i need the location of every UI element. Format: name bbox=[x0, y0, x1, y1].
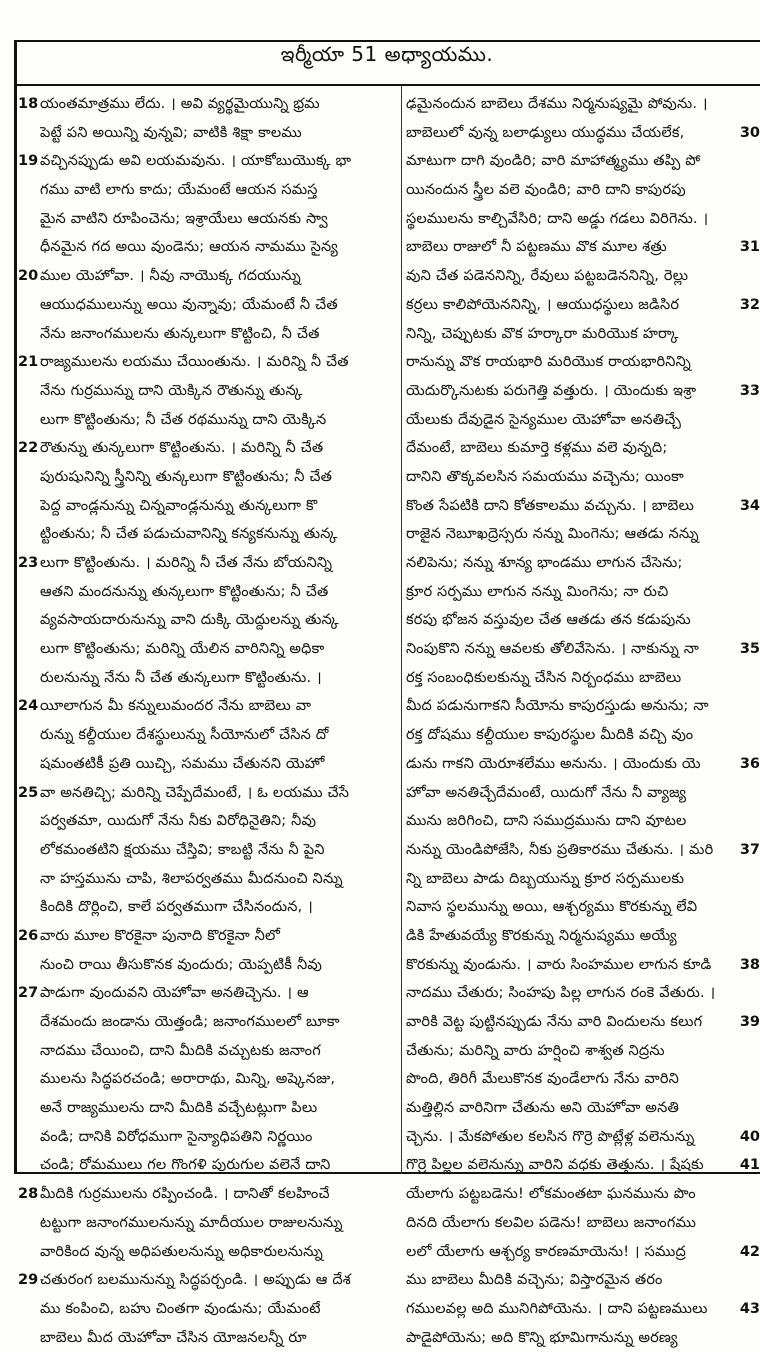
verse-text: ముల యెహోవా. । నీవు నాయొక్క గదయున్ను bbox=[40, 268, 301, 285]
verse-number: 20 bbox=[18, 268, 39, 285]
text-line bbox=[18, 147, 398, 176]
verse-text: డును గాకని యెరూశలేము అనును. । యెందుకు యె bbox=[406, 755, 701, 772]
verse-text: నేను జనాంగములను తున్కలుగా కొట్టించి, నీ చేత bbox=[40, 325, 320, 342]
text-line bbox=[18, 205, 398, 234]
verse-text: ఆతని మందనున్ను తున్కలుగా కొట్టింతును; నీ చేత bbox=[40, 583, 329, 600]
margin-verse-number: 43 bbox=[739, 1300, 760, 1317]
verse-text: అనే రాజ్యములను దాని మీదికి వచ్చేటట్లుగా పిలు bbox=[40, 1100, 318, 1117]
text-line bbox=[406, 721, 760, 750]
text-line bbox=[406, 434, 760, 463]
text-line bbox=[406, 90, 760, 119]
margin-verse-number: 40 bbox=[739, 1128, 760, 1145]
text-line bbox=[18, 463, 398, 492]
verse-text: వారికింద వున్న అధిపతులనున్ను అధికారులనున్ను bbox=[40, 1243, 323, 1260]
text-line bbox=[406, 1238, 760, 1267]
verse-text: దేమంటే, బాబెలు కుమార్తె కళ్లము వలె వున్నది; bbox=[406, 440, 668, 457]
text-line bbox=[406, 377, 760, 406]
text-line bbox=[18, 664, 398, 693]
verse-text: దేశమందు జండాను యెత్తండి; జనాంగములలో బూకా bbox=[40, 1014, 340, 1030]
verse-text: పాడైపోయెను; అది కొన్ని భూమిగానున్ను అరణ్య bbox=[406, 1329, 678, 1346]
text-line bbox=[18, 721, 398, 750]
verse-text: దినది యేలాగు కలవిల పడెను! బాబెలు జనాంగము bbox=[406, 1214, 697, 1231]
verse-text: మును జరిగించి, దాని సముద్రమును దాని వూటల bbox=[406, 813, 687, 830]
text-line bbox=[406, 1209, 760, 1238]
verse-text: నివాస స్థలమున్ను అయి, ఆశ్చర్యము కొరకున్ను లేవి bbox=[406, 899, 698, 916]
text-line bbox=[18, 1266, 398, 1295]
margin-verse-number: 33 bbox=[739, 382, 760, 399]
verse-text: పురుషునిన్ని స్త్రీనిన్ని తున్కలుగా కొట్టింతును; నీ చేత bbox=[40, 468, 333, 485]
text-line bbox=[406, 1008, 760, 1037]
verse-text: బాబెలులో వున్న బలాఢ్యులు యుద్ధము చేయలేక, bbox=[406, 124, 685, 141]
verse-text: నాదము చేయించి, దాని మీదికి వచ్చుటకు జనాంగ bbox=[40, 1042, 321, 1059]
verse-text: లుగా కొట్టింతును. । మరిన్ని నీ చేత నేను బోయనిన్ని bbox=[40, 555, 333, 571]
text-line bbox=[406, 119, 760, 148]
verse-text: స్థలములను కాల్చివేసిరి; దాని అడ్డు గడలు విరిగెను. । bbox=[406, 210, 709, 227]
verse-number: 24 bbox=[18, 698, 39, 715]
verse-text: రానున్ను వొక రాయభారి మరియొక రాయభారినిన్ని bbox=[406, 354, 691, 371]
page-heading: ఇర్మీయా 51 అధ్యాయము. bbox=[280, 42, 494, 66]
text-line bbox=[18, 836, 398, 865]
verse-text: బాబెలు రాజులో నీ పట్టణము వొక మూల శత్రు bbox=[406, 239, 667, 256]
text-line bbox=[406, 664, 760, 693]
verse-text: యెదుర్కొనుటకు పరుగెత్తి వత్తురు. । యెందుకు ఇశ్రా bbox=[406, 382, 697, 399]
text-line bbox=[406, 865, 760, 894]
text-line bbox=[406, 205, 760, 234]
verse-text: ధీనమైన గద అయి వుండెను; ఆయన నామము సైన్య bbox=[40, 239, 338, 256]
verse-text: కర్రలు కాలిపోయెననిన్ని, । ఆయుధస్థులు జడిసిర bbox=[406, 296, 680, 313]
verse-text: వ్యవసాయదారునున్ను వాని దుక్కి యెద్దులన్ను తున్క bbox=[40, 612, 339, 629]
text-line bbox=[18, 1180, 398, 1209]
text-line bbox=[18, 291, 398, 320]
verse-number: 26 bbox=[18, 927, 39, 944]
text-line bbox=[406, 951, 760, 980]
verse-text: ట్టింతును; నీ చేత పడుచువానిన్ని కన్యకనున్ను తున్క bbox=[40, 526, 338, 543]
text-line bbox=[18, 406, 398, 435]
verse-text: గొర్రె పిల్లల వలెనున్ను వారిని వధకు తెత్తును. । షేషకు bbox=[406, 1157, 704, 1174]
verse-text: వా అనతిచ్చి; మరిన్ని చెప్పేదేమంటే, । ఓ లయము చేసే bbox=[40, 784, 350, 801]
text-line bbox=[406, 779, 760, 808]
text-line bbox=[18, 578, 398, 607]
verse-text: మీద పడునుగాకని సీయోను కాపురస్తుడు అనును; నా bbox=[406, 698, 709, 715]
text-line bbox=[406, 1295, 760, 1324]
text-line bbox=[406, 492, 760, 521]
verse-text: దానిని తొక్కవలసిన సమయము వచ్చెను; యింకా bbox=[406, 468, 684, 485]
text-line bbox=[406, 1266, 760, 1295]
text-line bbox=[18, 979, 398, 1008]
text-line bbox=[18, 233, 398, 262]
text-line bbox=[406, 1180, 760, 1209]
verse-number: 29 bbox=[18, 1272, 39, 1289]
text-line bbox=[18, 865, 398, 894]
text-line bbox=[18, 893, 398, 922]
text-line bbox=[18, 922, 398, 951]
verse-text: యీలాగున మీ కన్నులుమందర నేను బాబెలు వా bbox=[40, 698, 312, 715]
text-line bbox=[18, 348, 398, 377]
text-line bbox=[18, 520, 398, 549]
margin-verse-number: 34 bbox=[739, 497, 760, 514]
text-line bbox=[18, 1238, 398, 1267]
verse-text: బాబెలు మీద యెహోవా చేసిన యోజనలన్నీ రూ bbox=[40, 1329, 307, 1346]
verse-number: 22 bbox=[18, 440, 39, 457]
text-line bbox=[18, 377, 398, 406]
verse-text: గము వాటి లాగు కాదు; యేమంటే ఆయన సమస్త bbox=[40, 182, 318, 199]
text-line bbox=[18, 750, 398, 779]
text-line bbox=[406, 147, 760, 176]
verse-text: షమంతటికీ ప్రతి యిచ్చి, సమము చేతునని యెహో bbox=[40, 755, 325, 772]
verse-number: 27 bbox=[18, 985, 39, 1002]
verse-number: 28 bbox=[18, 1186, 39, 1203]
text-line bbox=[406, 463, 760, 492]
text-line bbox=[406, 578, 760, 607]
text-line bbox=[18, 606, 398, 635]
text-line bbox=[18, 1037, 398, 1066]
text-line bbox=[406, 1065, 760, 1094]
text-line bbox=[18, 1008, 398, 1037]
text-line bbox=[406, 979, 760, 1008]
verse-text: పెట్టే పని అయిన్ని వున్నవి; వాటికి శిక్షా కాలము bbox=[40, 124, 302, 141]
verse-text: వచ్చినప్పుడు అవి లయమవును. । యాకోబుయొక్క భా bbox=[40, 153, 352, 170]
verse-text: లలో యేలాగు ఆశ్చర్య కారణమాయెను! । సముద్ర bbox=[406, 1243, 686, 1260]
text-line bbox=[18, 1123, 398, 1152]
verse-text: నేను గుర్రమున్ను దాని యెక్కిన రౌతున్ను తున్క bbox=[40, 382, 303, 399]
verse-text: న్ని బాబెలు పాడు దిబ్బయున్ను క్రూర సర్పములకు bbox=[406, 870, 685, 887]
verse-text: చతురంగ బలమునున్ను సిద్ధపర్చండి. । అప్పుడు ఆ దేశ bbox=[40, 1272, 351, 1289]
verse-text: కొరకున్ను వుండును. । వారు సింహముల లాగున కూడి bbox=[406, 956, 712, 973]
verse-text: పాడుగా వుందువని యెహోవా అనతిచ్చెను. । ఆ bbox=[40, 985, 309, 1002]
margin-verse-number: 32 bbox=[739, 296, 760, 313]
verse-text: మాటుగా దాగి వుండిరి; వారి మాహాత్మ్యము తప్పి పో bbox=[406, 153, 701, 170]
verse-text: నున్ను యెండిపోజేసి, నీకు ప్రతికారము చేతును. । మరి bbox=[406, 841, 714, 858]
verse-text: కరపు భోజన వస్తువుల చేత ఆతడు తన కడుపును bbox=[406, 612, 691, 629]
margin-verse-number: 30 bbox=[739, 124, 760, 141]
left-column bbox=[18, 90, 398, 1352]
text-line bbox=[406, 836, 760, 865]
verse-text: పొంది, తిరిగీ మేలుకొనక వుండేలాగు నేను వారిని bbox=[406, 1071, 680, 1088]
text-line bbox=[18, 1151, 398, 1180]
verse-number: 23 bbox=[18, 555, 39, 571]
verse-text: టట్టుగా జనాంగములనున్ను మాదీయుల రాజులనున్ను bbox=[40, 1214, 343, 1231]
verse-text: రక్త దోషము కల్దీయుల కాపురస్థుల మీదికి వచ్చి వుం bbox=[406, 727, 694, 744]
verse-text: వారు మూల కొరకైనా పునాది కొరకైనా నీలో bbox=[40, 927, 281, 944]
margin-verse-number: 42 bbox=[739, 1243, 760, 1260]
text-line bbox=[406, 807, 760, 836]
verse-text: మైన వాటిని రూపించెను; ఇశ్రాయేలు ఆయనకు స్వా bbox=[40, 210, 328, 227]
text-line bbox=[18, 951, 398, 980]
text-line bbox=[18, 692, 398, 721]
margin-verse-number: 36 bbox=[739, 755, 760, 772]
verse-text: మీదికి గుర్రములను రప్పించండి. । దానితో కలహించే bbox=[40, 1186, 330, 1203]
verse-text: రౌతున్ను తున్కలుగా కొట్టింతును. । మరిన్ని నీ చేత bbox=[40, 440, 324, 457]
text-line bbox=[406, 520, 760, 549]
text-line bbox=[18, 635, 398, 664]
text-line bbox=[18, 1324, 398, 1352]
verse-text: లోకమంతటిని క్షయము చేస్తివి; కాబట్టి నేను నీ పైని bbox=[40, 841, 325, 858]
margin-verse-number: 41 bbox=[739, 1157, 760, 1174]
verse-text: డికి హేతువయ్యే కొరకున్ను నిర్మనుష్యము అయ్యే bbox=[406, 927, 677, 944]
verse-text: ఆయుధములున్ను అయి వున్నావు; యేమంటే నీ చేత bbox=[40, 296, 338, 313]
verse-text: చండి; రోమములు గల గొంగళి పురుగుల వలెనే దాని bbox=[40, 1157, 331, 1174]
text-line bbox=[18, 1295, 398, 1324]
verse-text: లుగా కొట్టింతును; మరిన్ని యేలిన వారినిన్ని అధికా bbox=[40, 641, 325, 658]
verse-text: నింపుకొని నన్ను ఆవలకు తోలివేసెను. । నాకున్ను నా bbox=[406, 641, 700, 658]
text-line bbox=[406, 1094, 760, 1123]
text-line bbox=[406, 1123, 760, 1152]
verse-text: హోవా అనతిచ్చేదేమంటే, యిదుగో నేను నీ వ్యాజ్య bbox=[406, 784, 687, 801]
header-rule bbox=[14, 84, 760, 86]
verse-number: 21 bbox=[18, 354, 39, 371]
text-line bbox=[406, 893, 760, 922]
margin-verse-number: 31 bbox=[739, 239, 760, 256]
verse-text: రాజైన నెబూఖద్రెస్సరు నన్ను మింగెను; ఆతడు నన్ను bbox=[406, 526, 699, 543]
verse-text: క్రూర సర్పము లాగున నన్ను మింగెను; నా రుచి bbox=[406, 583, 669, 600]
verse-text: నాదము చేతురు; సింహపు పిల్ల లాగున రంకె వేతురు. । bbox=[406, 985, 716, 1002]
text-line bbox=[18, 1209, 398, 1238]
verse-text: వారికి వెట్ట పుట్టినప్పుడు నేను వారి విందులను కలుగ bbox=[406, 1014, 703, 1030]
verse-text: పర్వతమా, యిదుగో నేను నీకు విరోధినైతిని; నీవు bbox=[40, 813, 317, 830]
text-line bbox=[406, 176, 760, 205]
margin-verse-number: 35 bbox=[739, 641, 760, 658]
verse-text: కిందికి దొర్లించి, కాలే పర్వతముగా చేసినందున, । bbox=[40, 899, 313, 916]
text-line bbox=[18, 434, 398, 463]
text-line bbox=[18, 1065, 398, 1094]
text-line bbox=[18, 176, 398, 205]
right-column bbox=[406, 90, 760, 1352]
verse-text: యంతమాత్రము లేదు. । అవి వ్యర్థమైయున్ని భ్రమ bbox=[40, 96, 320, 112]
text-line bbox=[18, 119, 398, 148]
verse-text: రున్ను కల్దీయుల దేశస్థులున్ను సీయోనులో చేసిన దో bbox=[40, 727, 329, 744]
margin-verse-number: 37 bbox=[739, 841, 760, 858]
text-line bbox=[406, 233, 760, 262]
text-line bbox=[406, 549, 760, 578]
verse-text: రాజ్యములను లయము చేయింతును. । మరిన్ని నీ చేత bbox=[40, 354, 349, 371]
verse-text: వండి; దానికి విరోధముగా సైన్యాధిపతిని నిర్ణయిం bbox=[40, 1128, 313, 1145]
text-line bbox=[406, 1151, 760, 1180]
text-line bbox=[406, 635, 760, 664]
column-divider bbox=[401, 86, 402, 1174]
verse-text: నలిపెను; నన్ను శూన్య భాండము లాగున చేసెను; bbox=[406, 555, 683, 571]
margin-verse-number: 39 bbox=[739, 1014, 760, 1030]
text-line bbox=[18, 320, 398, 349]
text-line bbox=[406, 291, 760, 320]
text-line bbox=[18, 262, 398, 291]
text-line bbox=[18, 779, 398, 808]
verse-number: 18 bbox=[18, 96, 39, 112]
verse-text: ఢమైనందున బాబెలు దేశము నిర్మనుష్యమై పోవును. । bbox=[406, 96, 708, 112]
verse-text: వుని చేత పడెననిన్ని, రేవులు పట్టబడెననిన్ని, రెల్లు bbox=[406, 268, 689, 285]
verse-text: రక్త సంబంధికులకున్ను చేసిన నిర్బంధము బాబెలు bbox=[406, 669, 682, 686]
verse-number: 19 bbox=[18, 153, 39, 170]
verse-text: యినందున స్త్రీల వలె వుండిరి; వారి దాని కాపురపు bbox=[406, 182, 686, 199]
verse-text: నా హస్తమును చాపి, శిలాపర్వతము మీదనుంచి నిన్ను bbox=[40, 870, 343, 887]
verse-text: కొంత సేపటికి దాని కోతకాలము వచ్చును. । బాబెలు bbox=[406, 497, 695, 514]
text-line bbox=[18, 549, 398, 578]
text-line bbox=[406, 1037, 760, 1066]
verse-number: 25 bbox=[18, 784, 39, 801]
text-line bbox=[18, 90, 398, 119]
text-line bbox=[406, 406, 760, 435]
text-line bbox=[406, 320, 760, 349]
verse-text: ములను సిద్ధపరచండి; అరారాథు, మిన్ని, అష్కెనజు, bbox=[40, 1071, 336, 1088]
verse-text: నిన్ని, చెప్పుటకు వొక హర్కారా మరియొక హర్కా bbox=[406, 325, 679, 342]
verse-text: రులనున్ను నేను నీ చేత తున్కలుగా కొట్టింతును. । bbox=[40, 669, 322, 686]
verse-text: చ్చెను. । మేకపోతుల కలసిన గొర్రె పొట్లేళ్ల వలెనున్ను bbox=[406, 1128, 695, 1145]
verse-text: లుగా కొట్టింతును; నీ చేత రథమున్ను దాని యెక్కిన bbox=[40, 411, 327, 428]
text-line bbox=[406, 922, 760, 951]
verse-text: మత్తిల్లిన వారినిగా చేతును అని యెహోవా అనతి bbox=[406, 1100, 679, 1117]
text-line bbox=[406, 606, 760, 635]
text-line bbox=[18, 807, 398, 836]
verse-text: ము కంపించి, బహు చింతగా వుండును; యేమంటే bbox=[40, 1300, 321, 1317]
verse-text: పెద్ద వాండ్లనున్ను చిన్నవాండ్లనున్ను తున్కలుగా కొ bbox=[40, 497, 318, 514]
text-line bbox=[18, 1094, 398, 1123]
verse-text: గములవల్ల అది మునిగిపోయెను. । దాని పట్టణములు bbox=[406, 1300, 708, 1317]
verse-text: యేలుకు దేవుడైన సైన్యముల యెహోవా అనతిచ్చే bbox=[406, 411, 682, 428]
verse-text: యేలాగు పట్టబడెను! లోకమంతటా ఘనమును పొం bbox=[406, 1186, 696, 1203]
text-line bbox=[406, 348, 760, 377]
margin-verse-number: 38 bbox=[739, 956, 760, 973]
text-line bbox=[406, 692, 760, 721]
text-line bbox=[18, 492, 398, 521]
verse-text: ము బాబెలు మీదికి వచ్చెను; విస్తారమైన తరం bbox=[406, 1272, 663, 1289]
text-line bbox=[406, 750, 760, 779]
verse-text: చేతును; మరిన్ని వారు హర్షించి శాశ్వత నిద్రను bbox=[406, 1042, 665, 1059]
text-line bbox=[406, 1324, 760, 1352]
text-line bbox=[406, 262, 760, 291]
verse-text: నుంచి రాయి తీసుకొనక వుందురు; యెప్పటికీ నీవు bbox=[40, 956, 323, 973]
